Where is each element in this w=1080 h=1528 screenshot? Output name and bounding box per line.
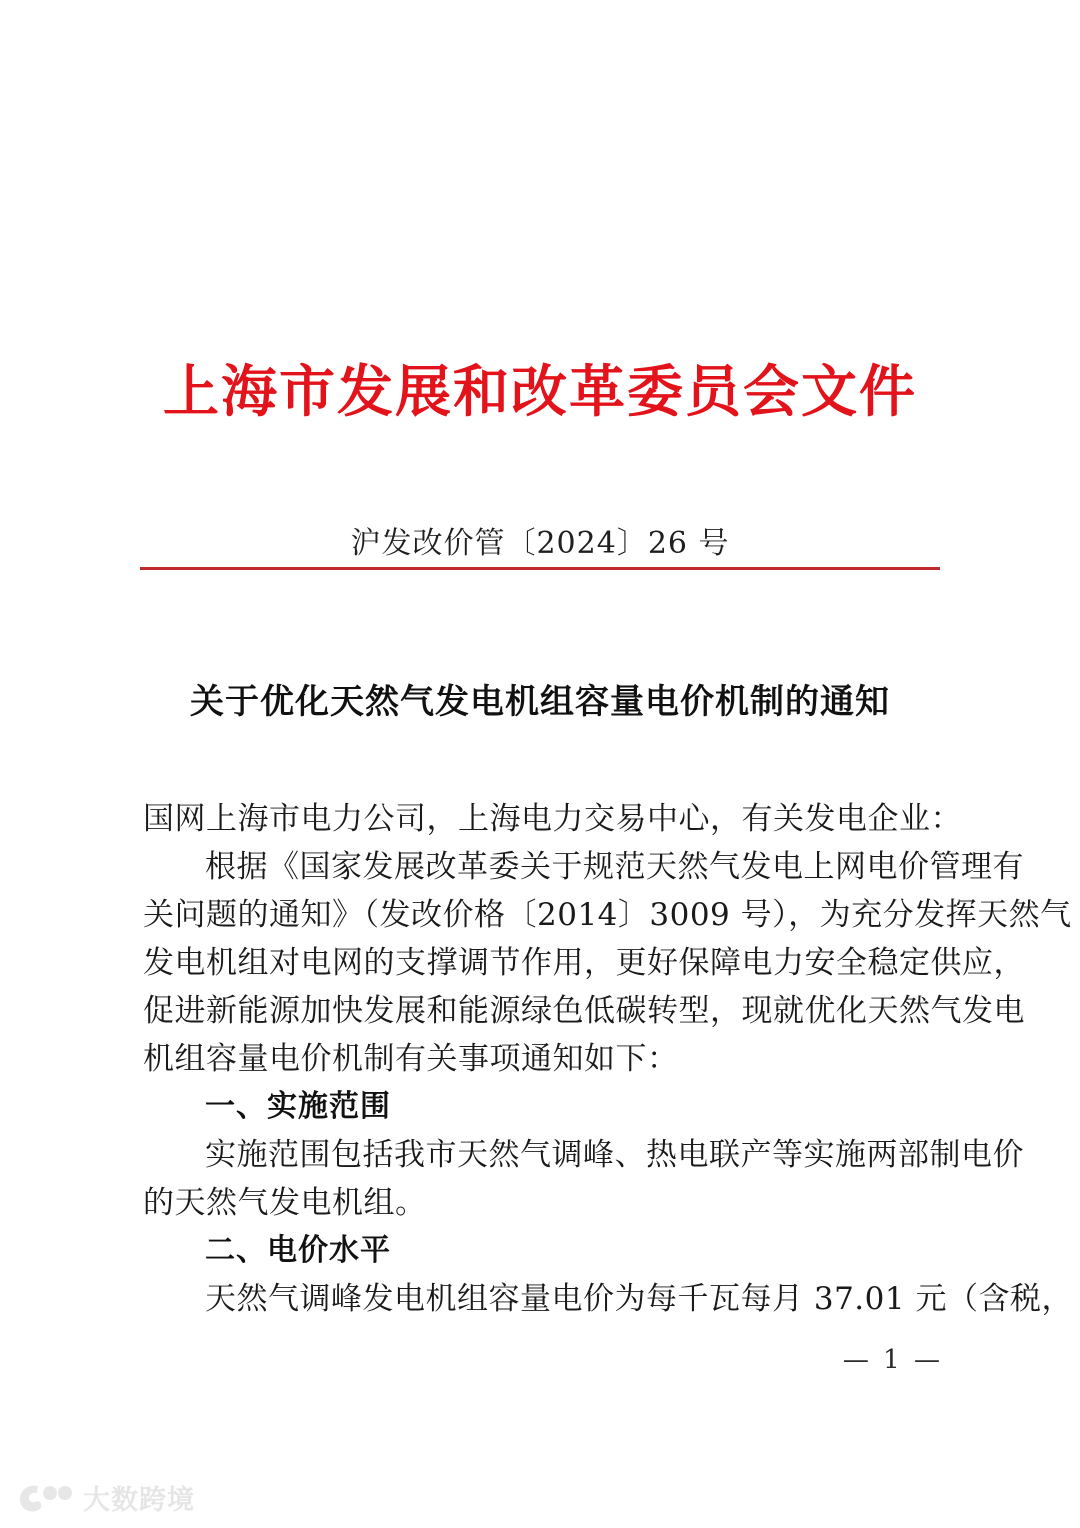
watermark	[18, 1478, 195, 1517]
addressee-line: 国网上海市电力公司，上海电力交易中心，有关发电企业：	[143, 801, 962, 837]
section-one-line: 的天然气发电机组。	[143, 1185, 427, 1221]
section-one-line: 实施范围包括我市天然气调峰、热电联产等实施两部制电价	[205, 1137, 1024, 1173]
page-title: 关于优化天然气发电机组容量电价机制的通知	[190, 682, 890, 722]
body-line: 促进新能源加快发展和能源绿色低碳转型，现就优化天然气发电	[143, 993, 1025, 1029]
brand-logo-icon	[18, 1481, 74, 1515]
red-divider-rule	[140, 567, 940, 570]
body-line: 机组容量电价机制有关事项通知如下：	[143, 1041, 679, 1077]
page-number: — 1 —	[842, 1345, 943, 1375]
body-line: 关问题的通知》（发改价格〔2014〕3009 号），为充分发挥天然气	[143, 897, 1072, 933]
document-number: 沪发改价管〔2024〕26 号	[350, 526, 730, 561]
section-two-line: 天然气调峰发电机组容量电价为每千瓦每月 37.01 元（含税，	[205, 1281, 1073, 1317]
body-line: 根据《国家发展改革委关于规范天然气发电上网电价管理有	[205, 849, 1024, 885]
masthead-title: 上海市发展和改革委员会文件	[163, 359, 917, 425]
masthead	[0, 359, 1080, 425]
watermark-text: 大数跨境	[83, 1485, 195, 1516]
document-body	[143, 795, 1073, 1323]
section-heading-one: 一、实施范围	[205, 1089, 391, 1124]
body-line: 发电机组对电网的支撑调节作用，更好保障电力安全稳定供应，	[143, 945, 1025, 981]
section-heading-two: 二、电价水平	[205, 1233, 391, 1268]
